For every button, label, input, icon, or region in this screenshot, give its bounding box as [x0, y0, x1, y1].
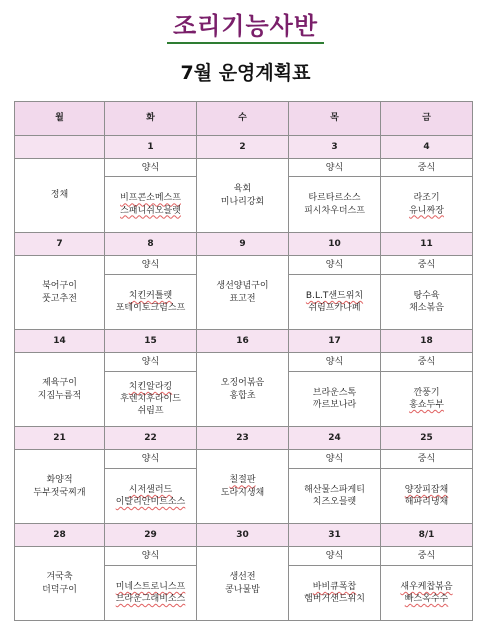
header-thu: 목 — [289, 102, 381, 136]
date-cell: 9 — [197, 233, 289, 256]
category-cell: 양식 — [105, 450, 197, 469]
date-row — [15, 136, 473, 159]
menu-cell-wed: 칠절판 도라지생채 — [197, 450, 289, 524]
menu-cell-wed: 오징어볶음 홍합초 — [197, 353, 289, 427]
category-cell: 양식 — [289, 159, 381, 177]
page-title: 조리기능사반 — [0, 6, 491, 44]
date-cell: 10 — [289, 233, 381, 256]
menu-cell-thu: B.L.T샌드위치 쉬림프카나페 — [289, 275, 381, 330]
date-cell: 22 — [105, 427, 197, 450]
schedule-table — [14, 101, 473, 621]
date-cell: 2 — [197, 136, 289, 159]
date-row — [15, 233, 473, 256]
category-cell: 양식 — [289, 353, 381, 372]
category-cell: 양식 — [289, 256, 381, 275]
date-cell: 28 — [15, 524, 105, 547]
menu-cell-thu: 바비큐폭찹 햄버거샌드위치 — [289, 566, 381, 621]
menu-cell-wed: 육회 미나리강회 — [197, 159, 289, 233]
category-cell: 양식 — [105, 353, 197, 372]
menu-cell-mon: 정채 — [15, 159, 105, 233]
date-cell: 14 — [15, 330, 105, 353]
date-cell: 17 — [289, 330, 381, 353]
menu-cell-fri: 탕수육 채소볶음 — [381, 275, 473, 330]
date-cell: 15 — [105, 330, 197, 353]
menu-cell-fri: 깐풍기 홍쇼두부 — [381, 372, 473, 427]
date-cell: 25 — [381, 427, 473, 450]
category-cell: 중식 — [381, 256, 473, 275]
category-cell: 중식 — [381, 450, 473, 469]
category-cell: 양식 — [105, 159, 197, 177]
date-row — [15, 524, 473, 547]
menu-cell-tue: 시저샐러드 이탈리안미트소스 — [105, 469, 197, 524]
menu-cell-thu: 브라운스톡 까르보나라 — [289, 372, 381, 427]
category-row — [15, 353, 473, 372]
menu-cell-fri: 양장피잡채 해파리냉채 — [381, 469, 473, 524]
menu-cell-mon: 북어구이 풋고추전 — [15, 256, 105, 330]
category-row — [15, 159, 473, 177]
date-cell: 3 — [289, 136, 381, 159]
date-cell: 11 — [381, 233, 473, 256]
date-cell: 23 — [197, 427, 289, 450]
header-fri: 금 — [381, 102, 473, 136]
date-cell: 21 — [15, 427, 105, 450]
date-cell: 24 — [289, 427, 381, 450]
date-cell: 31 — [289, 524, 381, 547]
menu-cell-wed: 생선양념구이 표고전 — [197, 256, 289, 330]
category-row — [15, 547, 473, 566]
category-cell: 양식 — [289, 547, 381, 566]
date-cell: 8/1 — [381, 524, 473, 547]
date-cell: 29 — [105, 524, 197, 547]
category-cell: 중식 — [381, 547, 473, 566]
header-tue: 화 — [105, 102, 197, 136]
menu-cell-mon: 겨국축 더덕구이 — [15, 547, 105, 621]
category-cell: 양식 — [289, 450, 381, 469]
menu-cell-wed: 생선전 콩나물밥 — [197, 547, 289, 621]
header-wed: 수 — [197, 102, 289, 136]
date-cell: 1 — [105, 136, 197, 159]
category-cell: 중식 — [381, 353, 473, 372]
date-cell: 7 — [15, 233, 105, 256]
menu-cell-mon: 화양적 두부젓국찌개 — [15, 450, 105, 524]
menu-cell-tue: 비프콘소메스프 스패니쉬오믈렛 — [105, 177, 197, 233]
date-cell: 18 — [381, 330, 473, 353]
menu-cell-mon: 제육구이 지짐누름적 — [15, 353, 105, 427]
menu-cell-tue: 치킨알라킹 후렌치후라이드 쉬림프 — [105, 372, 197, 427]
category-cell: 중식 — [381, 159, 473, 177]
menu-cell-tue: 미네스트로니스프 브라운그래비소스 — [105, 566, 197, 621]
header-row — [15, 102, 473, 136]
category-cell: 양식 — [105, 256, 197, 275]
date-cell — [15, 136, 105, 159]
date-row — [15, 427, 473, 450]
menu-cell-tue: 치킨커틀렛 포테이토크림스프 — [105, 275, 197, 330]
header-mon: 월 — [15, 102, 105, 136]
date-cell: 4 — [381, 136, 473, 159]
menu-cell-thu: 해산물스파게티 치즈오믈렛 — [289, 469, 381, 524]
category-cell: 양식 — [105, 547, 197, 566]
schedule-subtitle: 7월 운영계획표 — [180, 62, 311, 84]
category-row — [15, 450, 473, 469]
category-row — [15, 256, 473, 275]
menu-cell-fri: 새우케찹볶음 빠스옥수수 — [381, 566, 473, 621]
menu-cell-thu: 타르타르소스 피시차우더스프 — [289, 177, 381, 233]
date-cell: 30 — [197, 524, 289, 547]
date-cell: 8 — [105, 233, 197, 256]
date-cell: 16 — [197, 330, 289, 353]
menu-cell-fri: 라조기 유니짜장 — [381, 177, 473, 233]
date-row — [15, 330, 473, 353]
